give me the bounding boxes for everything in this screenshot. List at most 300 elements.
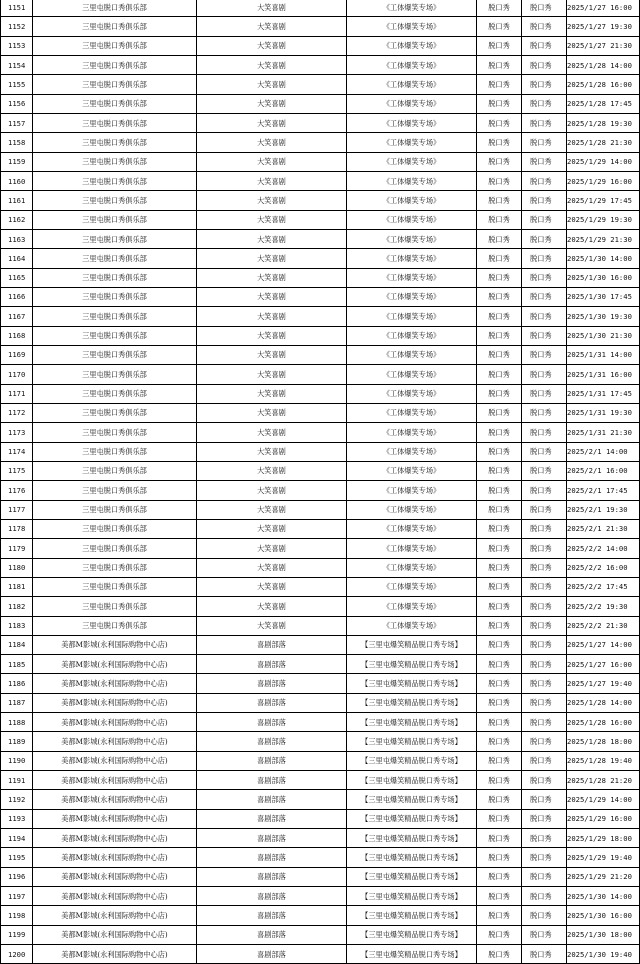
row-number: 1152 — [1, 17, 33, 36]
show-title-cell: 《工体爆笑专场》 — [347, 229, 477, 248]
table-row — [1, 635, 640, 654]
subcategory-cell: 脱口秀 — [522, 674, 567, 693]
category-cell: 脱口秀 — [477, 249, 522, 268]
venue-cell: 三里屯脱口秀俱乐部 — [33, 365, 197, 384]
subcategory-cell: 脱口秀 — [522, 384, 567, 403]
subcategory-cell: 脱口秀 — [522, 771, 567, 790]
datetime-cell: 2025/1/28 17:45 — [567, 94, 640, 113]
venue-cell: 三里屯脱口秀俱乐部 — [33, 229, 197, 248]
table-row — [1, 423, 640, 442]
row-number: 1176 — [1, 481, 33, 500]
category-cell: 脱口秀 — [477, 229, 522, 248]
subcategory-cell: 脱口秀 — [522, 36, 567, 55]
organizer-cell: 大笑喜剧 — [197, 384, 347, 403]
row-number: 1166 — [1, 287, 33, 306]
row-number: 1164 — [1, 249, 33, 268]
organizer-cell: 大笑喜剧 — [197, 616, 347, 635]
datetime-cell: 2025/1/28 18:00 — [567, 732, 640, 751]
category-cell: 脱口秀 — [477, 925, 522, 944]
subcategory-cell: 脱口秀 — [522, 925, 567, 944]
subcategory-cell: 脱口秀 — [522, 75, 567, 94]
show-title-cell: 【三里屯爆笑精品脱口秀专场】 — [347, 655, 477, 674]
row-number: 1198 — [1, 906, 33, 925]
show-title-cell: 《工体爆笑专场》 — [347, 326, 477, 345]
subcategory-cell: 脱口秀 — [522, 229, 567, 248]
datetime-cell: 2025/1/29 21:20 — [567, 867, 640, 886]
organizer-cell: 喜剧部落 — [197, 713, 347, 732]
show-title-cell: 【三里屯爆笑精品脱口秀专场】 — [347, 751, 477, 770]
organizer-cell: 大笑喜剧 — [197, 365, 347, 384]
row-number: 1188 — [1, 713, 33, 732]
table-row — [1, 249, 640, 268]
subcategory-cell: 脱口秀 — [522, 887, 567, 906]
show-title-cell: 《工体爆笑专场》 — [347, 17, 477, 36]
category-cell: 脱口秀 — [477, 577, 522, 596]
organizer-cell: 大笑喜剧 — [197, 442, 347, 461]
table-row — [1, 442, 640, 461]
venue-cell: 三里屯脱口秀俱乐部 — [33, 384, 197, 403]
table-row — [1, 171, 640, 190]
show-title-cell: 【三里屯爆笑精品脱口秀专场】 — [347, 809, 477, 828]
table-row — [1, 229, 640, 248]
venue-cell: 三里屯脱口秀俱乐部 — [33, 345, 197, 364]
datetime-cell: 2025/1/30 19:40 — [567, 945, 640, 964]
organizer-cell: 大笑喜剧 — [197, 113, 347, 132]
table-row — [1, 36, 640, 55]
venue-cell: 美都M影城(永利国际购物中心店) — [33, 790, 197, 809]
datetime-cell: 2025/1/30 21:30 — [567, 326, 640, 345]
category-cell: 脱口秀 — [477, 268, 522, 287]
row-number: 1161 — [1, 191, 33, 210]
show-title-cell: 《工体爆笑专场》 — [347, 0, 477, 17]
organizer-cell: 喜剧部落 — [197, 906, 347, 925]
organizer-cell: 喜剧部落 — [197, 790, 347, 809]
venue-cell: 三里屯脱口秀俱乐部 — [33, 442, 197, 461]
show-title-cell: 《工体爆笑专场》 — [347, 152, 477, 171]
datetime-cell: 2025/2/2 21:30 — [567, 616, 640, 635]
table-row — [1, 519, 640, 538]
organizer-cell: 喜剧部落 — [197, 945, 347, 964]
show-title-cell: 《工体爆笑专场》 — [347, 171, 477, 190]
subcategory-cell: 脱口秀 — [522, 635, 567, 654]
subcategory-cell: 脱口秀 — [522, 597, 567, 616]
table-row — [1, 732, 640, 751]
row-number: 1182 — [1, 597, 33, 616]
organizer-cell: 大笑喜剧 — [197, 249, 347, 268]
venue-cell: 三里屯脱口秀俱乐部 — [33, 307, 197, 326]
category-cell: 脱口秀 — [477, 500, 522, 519]
category-cell: 脱口秀 — [477, 152, 522, 171]
show-title-cell: 《工体爆笑专场》 — [347, 191, 477, 210]
subcategory-cell: 脱口秀 — [522, 713, 567, 732]
subcategory-cell: 脱口秀 — [522, 558, 567, 577]
show-title-cell: 《工体爆笑专场》 — [347, 481, 477, 500]
venue-cell: 三里屯脱口秀俱乐部 — [33, 616, 197, 635]
row-number: 1175 — [1, 461, 33, 480]
table-row — [1, 848, 640, 867]
venue-cell: 三里屯脱口秀俱乐部 — [33, 0, 197, 17]
category-cell: 脱口秀 — [477, 655, 522, 674]
venue-cell: 美都M影城(永利国际购物中心店) — [33, 848, 197, 867]
show-title-cell: 【三里屯爆笑精品脱口秀专场】 — [347, 829, 477, 848]
row-number: 1185 — [1, 655, 33, 674]
show-title-cell: 《工体爆笑专场》 — [347, 133, 477, 152]
row-number: 1190 — [1, 751, 33, 770]
organizer-cell: 大笑喜剧 — [197, 94, 347, 113]
show-title-cell: 《工体爆笑专场》 — [347, 210, 477, 229]
datetime-cell: 2025/2/1 17:45 — [567, 481, 640, 500]
datetime-cell: 2025/1/28 19:40 — [567, 751, 640, 770]
venue-cell: 美都M影城(永利国际购物中心店) — [33, 713, 197, 732]
subcategory-cell: 脱口秀 — [522, 287, 567, 306]
organizer-cell: 喜剧部落 — [197, 751, 347, 770]
category-cell: 脱口秀 — [477, 287, 522, 306]
category-cell: 脱口秀 — [477, 461, 522, 480]
venue-cell: 三里屯脱口秀俱乐部 — [33, 268, 197, 287]
subcategory-cell: 脱口秀 — [522, 55, 567, 74]
table-row — [1, 481, 640, 500]
category-cell: 脱口秀 — [477, 539, 522, 558]
venue-cell: 三里屯脱口秀俱乐部 — [33, 133, 197, 152]
organizer-cell: 喜剧部落 — [197, 693, 347, 712]
table-row — [1, 751, 640, 770]
category-cell: 脱口秀 — [477, 848, 522, 867]
show-title-cell: 【三里屯爆笑精品脱口秀专场】 — [347, 771, 477, 790]
table-row — [1, 75, 640, 94]
venue-cell: 美都M影城(永利国际购物中心店) — [33, 693, 197, 712]
datetime-cell: 2025/1/29 21:30 — [567, 229, 640, 248]
show-title-cell: 《工体爆笑专场》 — [347, 287, 477, 306]
show-title-cell: 《工体爆笑专场》 — [347, 365, 477, 384]
show-title-cell: 《工体爆笑专场》 — [347, 75, 477, 94]
category-cell: 脱口秀 — [477, 326, 522, 345]
show-title-cell: 《工体爆笑专场》 — [347, 113, 477, 132]
row-number: 1158 — [1, 133, 33, 152]
venue-cell: 三里屯脱口秀俱乐部 — [33, 558, 197, 577]
show-title-cell: 《工体爆笑专场》 — [347, 597, 477, 616]
table-row — [1, 790, 640, 809]
row-number: 1155 — [1, 75, 33, 94]
show-title-cell: 《工体爆笑专场》 — [347, 249, 477, 268]
subcategory-cell: 脱口秀 — [522, 481, 567, 500]
venue-cell: 三里屯脱口秀俱乐部 — [33, 210, 197, 229]
organizer-cell: 喜剧部落 — [197, 867, 347, 886]
venue-cell: 三里屯脱口秀俱乐部 — [33, 55, 197, 74]
subcategory-cell: 脱口秀 — [522, 577, 567, 596]
row-number: 1178 — [1, 519, 33, 538]
table-row — [1, 287, 640, 306]
row-number: 1193 — [1, 809, 33, 828]
category-cell: 脱口秀 — [477, 635, 522, 654]
row-number: 1179 — [1, 539, 33, 558]
venue-cell: 三里屯脱口秀俱乐部 — [33, 249, 197, 268]
show-title-cell: 《工体爆笑专场》 — [347, 539, 477, 558]
table-row — [1, 55, 640, 74]
table-row — [1, 887, 640, 906]
table-row — [1, 500, 640, 519]
datetime-cell: 2025/1/28 21:20 — [567, 771, 640, 790]
datetime-cell: 2025/1/30 14:00 — [567, 249, 640, 268]
subcategory-cell: 脱口秀 — [522, 539, 567, 558]
datetime-cell: 2025/2/1 16:00 — [567, 461, 640, 480]
row-number: 1200 — [1, 945, 33, 964]
venue-cell: 美都M影城(永利国际购物中心店) — [33, 674, 197, 693]
organizer-cell: 喜剧部落 — [197, 925, 347, 944]
organizer-cell: 大笑喜剧 — [197, 75, 347, 94]
organizer-cell: 大笑喜剧 — [197, 345, 347, 364]
category-cell: 脱口秀 — [477, 94, 522, 113]
venue-cell: 三里屯脱口秀俱乐部 — [33, 539, 197, 558]
venue-cell: 美都M影城(永利国际购物中心店) — [33, 829, 197, 848]
subcategory-cell: 脱口秀 — [522, 829, 567, 848]
subcategory-cell: 脱口秀 — [522, 655, 567, 674]
category-cell: 脱口秀 — [477, 558, 522, 577]
datetime-cell: 2025/1/30 14:00 — [567, 887, 640, 906]
datetime-cell: 2025/1/31 16:00 — [567, 365, 640, 384]
table-row — [1, 0, 640, 17]
category-cell: 脱口秀 — [477, 713, 522, 732]
datetime-cell: 2025/1/29 16:00 — [567, 171, 640, 190]
organizer-cell: 大笑喜剧 — [197, 287, 347, 306]
subcategory-cell: 脱口秀 — [522, 17, 567, 36]
row-number: 1157 — [1, 113, 33, 132]
venue-cell: 美都M影城(永利国际购物中心店) — [33, 925, 197, 944]
row-number: 1186 — [1, 674, 33, 693]
venue-cell: 三里屯脱口秀俱乐部 — [33, 326, 197, 345]
show-title-cell: 【三里屯爆笑精品脱口秀专场】 — [347, 867, 477, 886]
table-row — [1, 345, 640, 364]
show-title-cell: 【三里屯爆笑精品脱口秀专场】 — [347, 848, 477, 867]
organizer-cell: 大笑喜剧 — [197, 423, 347, 442]
organizer-cell: 喜剧部落 — [197, 887, 347, 906]
row-number: 1192 — [1, 790, 33, 809]
subcategory-cell: 脱口秀 — [522, 732, 567, 751]
category-cell: 脱口秀 — [477, 403, 522, 422]
row-number: 1162 — [1, 210, 33, 229]
row-number: 1172 — [1, 403, 33, 422]
venue-cell: 美都M影城(永利国际购物中心店) — [33, 655, 197, 674]
datetime-cell: 2025/2/2 19:30 — [567, 597, 640, 616]
table-row — [1, 365, 640, 384]
datetime-cell: 2025/1/29 14:00 — [567, 152, 640, 171]
subcategory-cell: 脱口秀 — [522, 809, 567, 828]
show-title-cell: 【三里屯爆笑精品脱口秀专场】 — [347, 635, 477, 654]
subcategory-cell: 脱口秀 — [522, 113, 567, 132]
show-title-cell: 《工体爆笑专场》 — [347, 577, 477, 596]
table-row — [1, 655, 640, 674]
organizer-cell: 喜剧部落 — [197, 655, 347, 674]
category-cell: 脱口秀 — [477, 113, 522, 132]
datetime-cell: 2025/1/29 19:40 — [567, 848, 640, 867]
table-body — [1, 0, 640, 964]
show-title-cell: 【三里屯爆笑精品脱口秀专场】 — [347, 945, 477, 964]
category-cell: 脱口秀 — [477, 17, 522, 36]
category-cell: 脱口秀 — [477, 674, 522, 693]
table-row — [1, 809, 640, 828]
table-row — [1, 326, 640, 345]
row-number: 1196 — [1, 867, 33, 886]
category-cell: 脱口秀 — [477, 210, 522, 229]
row-number: 1183 — [1, 616, 33, 635]
row-number: 1169 — [1, 345, 33, 364]
row-number: 1167 — [1, 307, 33, 326]
category-cell: 脱口秀 — [477, 481, 522, 500]
category-cell: 脱口秀 — [477, 307, 522, 326]
subcategory-cell: 脱口秀 — [522, 751, 567, 770]
subcategory-cell: 脱口秀 — [522, 365, 567, 384]
datetime-cell: 2025/1/29 18:00 — [567, 829, 640, 848]
category-cell: 脱口秀 — [477, 191, 522, 210]
datetime-cell: 2025/1/31 14:00 — [567, 345, 640, 364]
datetime-cell: 2025/1/28 14:00 — [567, 693, 640, 712]
show-title-cell: 《工体爆笑专场》 — [347, 461, 477, 480]
show-title-cell: 《工体爆笑专场》 — [347, 558, 477, 577]
datetime-cell: 2025/1/28 16:00 — [567, 75, 640, 94]
organizer-cell: 大笑喜剧 — [197, 152, 347, 171]
datetime-cell: 2025/1/31 17:45 — [567, 384, 640, 403]
category-cell: 脱口秀 — [477, 55, 522, 74]
show-title-cell: 《工体爆笑专场》 — [347, 616, 477, 635]
organizer-cell: 大笑喜剧 — [197, 210, 347, 229]
table-row — [1, 597, 640, 616]
organizer-cell: 喜剧部落 — [197, 732, 347, 751]
row-number: 1159 — [1, 152, 33, 171]
organizer-cell: 大笑喜剧 — [197, 577, 347, 596]
datetime-cell: 2025/1/31 21:30 — [567, 423, 640, 442]
category-cell: 脱口秀 — [477, 829, 522, 848]
venue-cell: 三里屯脱口秀俱乐部 — [33, 36, 197, 55]
organizer-cell: 大笑喜剧 — [197, 558, 347, 577]
datetime-cell: 2025/1/29 17:45 — [567, 191, 640, 210]
table-row — [1, 17, 640, 36]
datetime-cell: 2025/1/28 14:00 — [567, 55, 640, 74]
table-row — [1, 771, 640, 790]
row-number: 1174 — [1, 442, 33, 461]
venue-cell: 美都M影城(永利国际购物中心店) — [33, 945, 197, 964]
show-title-cell: 【三里屯爆笑精品脱口秀专场】 — [347, 925, 477, 944]
category-cell: 脱口秀 — [477, 616, 522, 635]
venue-cell: 三里屯脱口秀俱乐部 — [33, 152, 197, 171]
show-title-cell: 《工体爆笑专场》 — [347, 55, 477, 74]
table-row — [1, 945, 640, 964]
table-row — [1, 713, 640, 732]
show-title-cell: 【三里屯爆笑精品脱口秀专场】 — [347, 674, 477, 693]
subcategory-cell: 脱口秀 — [522, 152, 567, 171]
category-cell: 脱口秀 — [477, 867, 522, 886]
subcategory-cell: 脱口秀 — [522, 906, 567, 925]
show-title-cell: 《工体爆笑专场》 — [347, 36, 477, 55]
datetime-cell: 2025/1/27 16:00 — [567, 655, 640, 674]
row-number: 1195 — [1, 848, 33, 867]
datetime-cell: 2025/1/30 17:45 — [567, 287, 640, 306]
subcategory-cell: 脱口秀 — [522, 171, 567, 190]
datetime-cell: 2025/1/27 19:40 — [567, 674, 640, 693]
table-row — [1, 925, 640, 944]
show-title-cell: 《工体爆笑专场》 — [347, 519, 477, 538]
organizer-cell: 大笑喜剧 — [197, 268, 347, 287]
subcategory-cell: 脱口秀 — [522, 945, 567, 964]
category-cell: 脱口秀 — [477, 0, 522, 17]
row-number: 1194 — [1, 829, 33, 848]
organizer-cell: 大笑喜剧 — [197, 597, 347, 616]
datetime-cell: 2025/1/30 16:00 — [567, 906, 640, 925]
show-title-cell: 《工体爆笑专场》 — [347, 442, 477, 461]
row-number: 1163 — [1, 229, 33, 248]
datetime-cell: 2025/1/28 19:30 — [567, 113, 640, 132]
datetime-cell: 2025/1/28 21:30 — [567, 133, 640, 152]
venue-cell: 三里屯脱口秀俱乐部 — [33, 519, 197, 538]
organizer-cell: 大笑喜剧 — [197, 191, 347, 210]
subcategory-cell: 脱口秀 — [522, 94, 567, 113]
category-cell: 脱口秀 — [477, 693, 522, 712]
subcategory-cell: 脱口秀 — [522, 616, 567, 635]
subcategory-cell: 脱口秀 — [522, 519, 567, 538]
datetime-cell: 2025/2/2 14:00 — [567, 539, 640, 558]
organizer-cell: 大笑喜剧 — [197, 326, 347, 345]
row-number: 1177 — [1, 500, 33, 519]
organizer-cell: 大笑喜剧 — [197, 0, 347, 17]
subcategory-cell: 脱口秀 — [522, 249, 567, 268]
table-row — [1, 94, 640, 113]
subcategory-cell: 脱口秀 — [522, 790, 567, 809]
show-title-cell: 《工体爆笑专场》 — [347, 345, 477, 364]
category-cell: 脱口秀 — [477, 945, 522, 964]
category-cell: 脱口秀 — [477, 442, 522, 461]
organizer-cell: 喜剧部落 — [197, 829, 347, 848]
organizer-cell: 大笑喜剧 — [197, 539, 347, 558]
row-number: 1199 — [1, 925, 33, 944]
venue-cell: 三里屯脱口秀俱乐部 — [33, 597, 197, 616]
table-row — [1, 403, 640, 422]
organizer-cell: 大笑喜剧 — [197, 403, 347, 422]
organizer-cell: 喜剧部落 — [197, 848, 347, 867]
row-number: 1197 — [1, 887, 33, 906]
datetime-cell: 2025/1/27 21:30 — [567, 36, 640, 55]
table-row — [1, 829, 640, 848]
subcategory-cell: 脱口秀 — [522, 191, 567, 210]
category-cell: 脱口秀 — [477, 423, 522, 442]
subcategory-cell: 脱口秀 — [522, 403, 567, 422]
venue-cell: 三里屯脱口秀俱乐部 — [33, 461, 197, 480]
datetime-cell: 2025/1/30 19:30 — [567, 307, 640, 326]
table-row — [1, 616, 640, 635]
table-row — [1, 674, 640, 693]
category-cell: 脱口秀 — [477, 887, 522, 906]
datetime-cell: 2025/1/30 16:00 — [567, 268, 640, 287]
table-row — [1, 307, 640, 326]
category-cell: 脱口秀 — [477, 597, 522, 616]
category-cell: 脱口秀 — [477, 906, 522, 925]
subcategory-cell: 脱口秀 — [522, 423, 567, 442]
category-cell: 脱口秀 — [477, 732, 522, 751]
show-title-cell: 《工体爆笑专场》 — [347, 94, 477, 113]
row-number: 1165 — [1, 268, 33, 287]
datetime-cell: 2025/2/1 21:30 — [567, 519, 640, 538]
show-title-cell: 【三里屯爆笑精品脱口秀专场】 — [347, 790, 477, 809]
organizer-cell: 喜剧部落 — [197, 771, 347, 790]
venue-cell: 美都M影城(永利国际购物中心店) — [33, 887, 197, 906]
organizer-cell: 大笑喜剧 — [197, 17, 347, 36]
datetime-cell: 2025/1/29 16:00 — [567, 809, 640, 828]
venue-cell: 三里屯脱口秀俱乐部 — [33, 191, 197, 210]
subcategory-cell: 脱口秀 — [522, 133, 567, 152]
category-cell: 脱口秀 — [477, 519, 522, 538]
venue-cell: 三里屯脱口秀俱乐部 — [33, 171, 197, 190]
organizer-cell: 大笑喜剧 — [197, 481, 347, 500]
row-number: 1151 — [1, 0, 33, 17]
venue-cell: 三里屯脱口秀俱乐部 — [33, 577, 197, 596]
category-cell: 脱口秀 — [477, 751, 522, 770]
